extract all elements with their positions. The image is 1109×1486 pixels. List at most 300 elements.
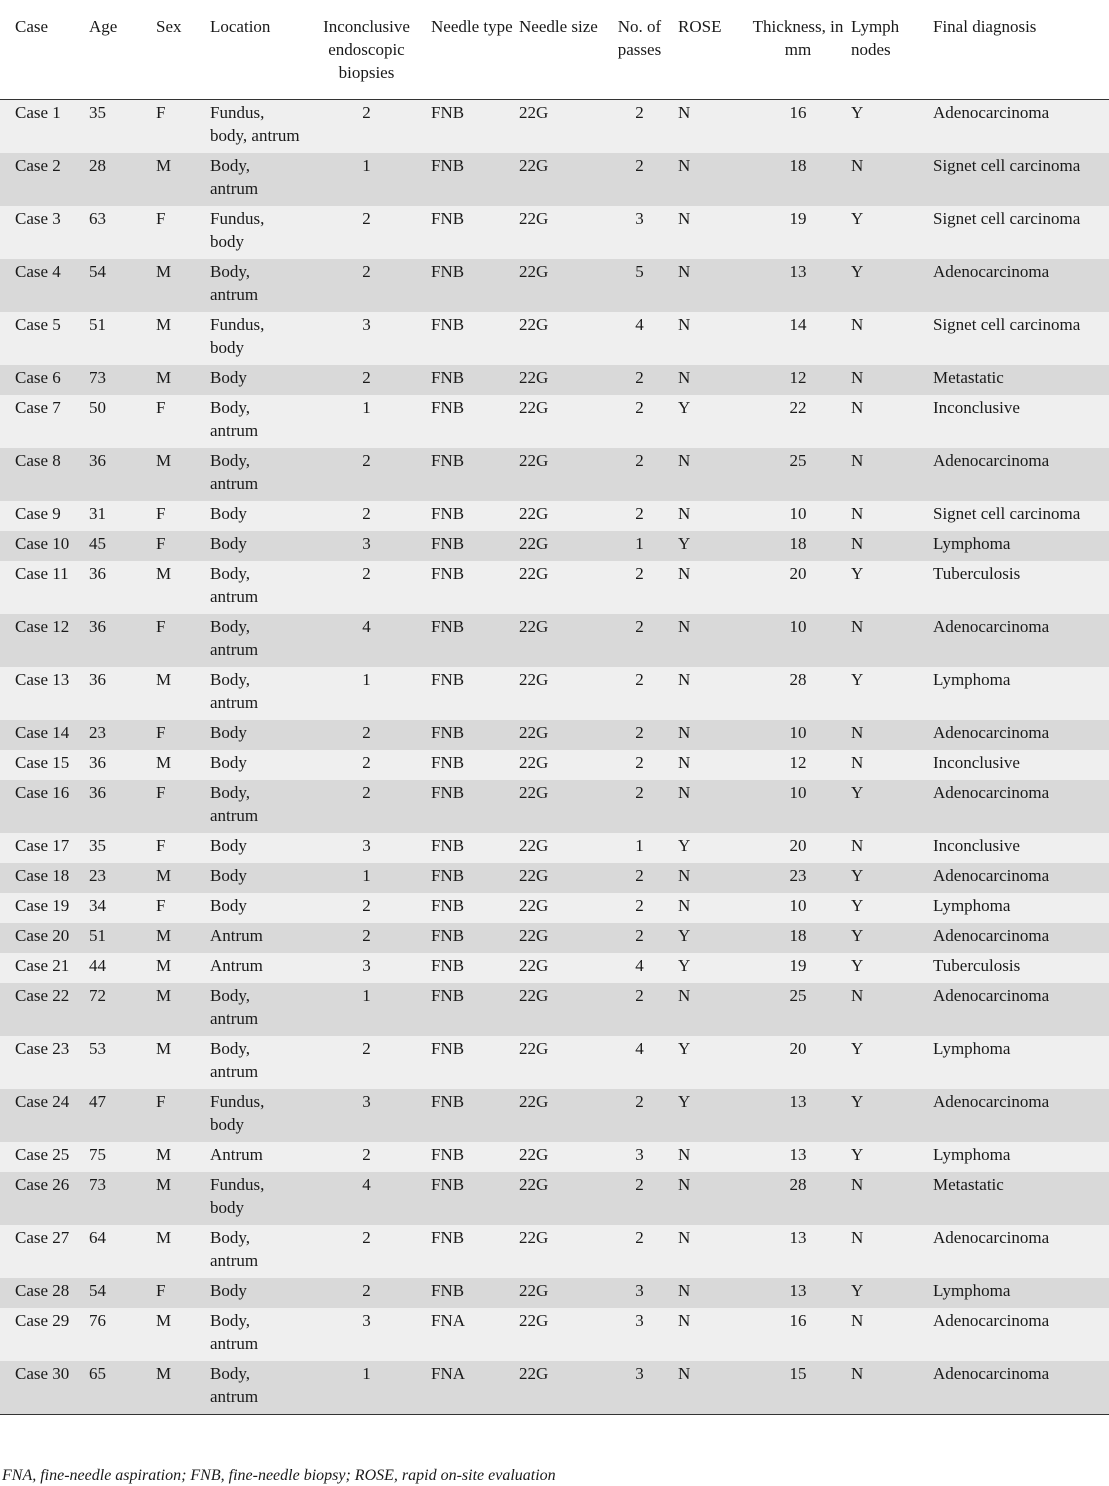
cell-rose: N: [678, 312, 745, 365]
cell-passes: 2: [601, 1225, 678, 1278]
table-row: [0, 893, 1109, 923]
cell-needle-type: FNB: [431, 448, 519, 501]
cell-rose: N: [678, 1172, 745, 1225]
cell-thickness: 13: [745, 259, 851, 312]
cell-final-diagnosis: Lymphoma: [933, 893, 1109, 923]
cell-age: 23: [89, 863, 156, 893]
cell-inconclusive-biopsies: 1: [302, 395, 431, 448]
cell-case: Case 17: [0, 833, 89, 863]
cell-needle-type: FNA: [431, 1361, 519, 1415]
cell-location: Body, antrum: [210, 614, 302, 667]
cell-location: Body: [210, 531, 302, 561]
cell-final-diagnosis: Adenocarcinoma: [933, 1225, 1109, 1278]
header-passes: No. of passes: [601, 0, 678, 100]
cell-thickness: 10: [745, 893, 851, 923]
cell-location: Fundus, body: [210, 1172, 302, 1225]
cell-needle-size: 22G: [519, 1225, 601, 1278]
cell-lymph-nodes: N: [851, 448, 933, 501]
cell-sex: F: [156, 531, 210, 561]
cell-lymph-nodes: N: [851, 983, 933, 1036]
cell-needle-size: 22G: [519, 1142, 601, 1172]
cell-final-diagnosis: Inconclusive: [933, 833, 1109, 863]
table-row: [0, 531, 1109, 561]
cell-needle-type: FNB: [431, 1278, 519, 1308]
cell-needle-size: 22G: [519, 395, 601, 448]
cell-age: 54: [89, 259, 156, 312]
cell-lymph-nodes: Y: [851, 780, 933, 833]
cell-thickness: 13: [745, 1225, 851, 1278]
cell-passes: 2: [601, 780, 678, 833]
cell-lymph-nodes: N: [851, 1225, 933, 1278]
cell-case: Case 16: [0, 780, 89, 833]
cell-thickness: 18: [745, 153, 851, 206]
cell-needle-size: 22G: [519, 983, 601, 1036]
cell-case: Case 23: [0, 1036, 89, 1089]
cell-case: Case 8: [0, 448, 89, 501]
cell-location: Body, antrum: [210, 667, 302, 720]
cell-inconclusive-biopsies: 2: [302, 448, 431, 501]
cell-needle-type: FNB: [431, 1225, 519, 1278]
cell-age: 51: [89, 923, 156, 953]
cell-inconclusive-biopsies: 2: [302, 1225, 431, 1278]
cell-passes: 2: [601, 923, 678, 953]
header-location: Location: [210, 0, 302, 100]
cell-final-diagnosis: Signet cell carcinoma: [933, 501, 1109, 531]
table-row: [0, 833, 1109, 863]
cell-age: 75: [89, 1142, 156, 1172]
cell-inconclusive-biopsies: 1: [302, 983, 431, 1036]
table-row: [0, 365, 1109, 395]
cell-lymph-nodes: Y: [851, 923, 933, 953]
cell-passes: 2: [601, 561, 678, 614]
cell-needle-size: 22G: [519, 561, 601, 614]
cell-final-diagnosis: Adenocarcinoma: [933, 923, 1109, 953]
table-row: [0, 667, 1109, 720]
cell-lymph-nodes: N: [851, 720, 933, 750]
cell-case: Case 29: [0, 1308, 89, 1361]
cell-location: Body, antrum: [210, 395, 302, 448]
cell-sex: M: [156, 1142, 210, 1172]
cell-needle-size: 22G: [519, 1036, 601, 1089]
cell-age: 65: [89, 1361, 156, 1415]
cell-inconclusive-biopsies: 2: [302, 365, 431, 395]
header-rose: ROSE: [678, 0, 745, 100]
cell-sex: F: [156, 720, 210, 750]
cell-lymph-nodes: Y: [851, 953, 933, 983]
cell-location: Fundus, body: [210, 206, 302, 259]
cell-lymph-nodes: Y: [851, 1089, 933, 1142]
table-row: [0, 863, 1109, 893]
cell-location: Body, antrum: [210, 448, 302, 501]
cell-final-diagnosis: Tuberculosis: [933, 953, 1109, 983]
cell-thickness: 12: [745, 365, 851, 395]
cell-thickness: 10: [745, 780, 851, 833]
cell-inconclusive-biopsies: 2: [302, 100, 431, 154]
cell-rose: N: [678, 750, 745, 780]
cell-lymph-nodes: N: [851, 531, 933, 561]
cell-lymph-nodes: N: [851, 312, 933, 365]
cell-inconclusive-biopsies: 2: [302, 780, 431, 833]
cell-sex: F: [156, 206, 210, 259]
cell-age: 36: [89, 780, 156, 833]
cell-lymph-nodes: N: [851, 1172, 933, 1225]
cell-sex: F: [156, 780, 210, 833]
cell-age: 23: [89, 720, 156, 750]
cell-final-diagnosis: Inconclusive: [933, 750, 1109, 780]
table-row: [0, 561, 1109, 614]
header-thickness: Thickness, in mm: [745, 0, 851, 100]
cell-location: Fundus, body: [210, 312, 302, 365]
cell-rose: Y: [678, 1089, 745, 1142]
cell-location: Body: [210, 720, 302, 750]
table-body: [0, 100, 1109, 1415]
cell-final-diagnosis: Metastatic: [933, 365, 1109, 395]
table-row: [0, 1225, 1109, 1278]
cell-lymph-nodes: Y: [851, 206, 933, 259]
cell-case: Case 24: [0, 1089, 89, 1142]
cell-needle-size: 22G: [519, 863, 601, 893]
table-row: [0, 1172, 1109, 1225]
cell-rose: N: [678, 893, 745, 923]
table-row: [0, 750, 1109, 780]
cell-thickness: 19: [745, 206, 851, 259]
cell-needle-size: 22G: [519, 259, 601, 312]
cell-needle-type: FNB: [431, 614, 519, 667]
cell-lymph-nodes: N: [851, 153, 933, 206]
cell-needle-type: FNB: [431, 1036, 519, 1089]
cell-sex: M: [156, 750, 210, 780]
cell-rose: N: [678, 1225, 745, 1278]
cell-location: Antrum: [210, 1142, 302, 1172]
cell-rose: N: [678, 720, 745, 750]
cell-final-diagnosis: Lymphoma: [933, 667, 1109, 720]
cell-needle-size: 22G: [519, 1308, 601, 1361]
table-row: [0, 1308, 1109, 1361]
cell-case: Case 7: [0, 395, 89, 448]
cell-final-diagnosis: Adenocarcinoma: [933, 259, 1109, 312]
cell-rose: N: [678, 100, 745, 154]
cell-needle-size: 22G: [519, 614, 601, 667]
cell-needle-type: FNB: [431, 893, 519, 923]
cell-sex: F: [156, 395, 210, 448]
cell-rose: N: [678, 1308, 745, 1361]
table-row: [0, 1361, 1109, 1415]
cell-needle-type: FNB: [431, 1089, 519, 1142]
cell-case: Case 27: [0, 1225, 89, 1278]
cell-sex: M: [156, 667, 210, 720]
cell-passes: 2: [601, 100, 678, 154]
cell-age: 31: [89, 501, 156, 531]
cell-passes: 2: [601, 365, 678, 395]
cell-needle-type: FNB: [431, 312, 519, 365]
cell-thickness: 13: [745, 1142, 851, 1172]
cell-final-diagnosis: Adenocarcinoma: [933, 863, 1109, 893]
cell-location: Body, antrum: [210, 259, 302, 312]
cell-age: 76: [89, 1308, 156, 1361]
cell-needle-size: 22G: [519, 100, 601, 154]
cell-passes: 2: [601, 667, 678, 720]
cell-location: Body: [210, 833, 302, 863]
header-needle-type: Needle type: [431, 0, 519, 100]
cell-rose: Y: [678, 395, 745, 448]
cell-age: 50: [89, 395, 156, 448]
cell-case: Case 25: [0, 1142, 89, 1172]
cell-thickness: 25: [745, 983, 851, 1036]
cell-needle-type: FNB: [431, 561, 519, 614]
cell-passes: 2: [601, 983, 678, 1036]
cell-age: 53: [89, 1036, 156, 1089]
cell-thickness: 20: [745, 833, 851, 863]
cell-age: 35: [89, 100, 156, 154]
cell-age: 54: [89, 1278, 156, 1308]
cell-rose: Y: [678, 833, 745, 863]
cell-needle-type: FNB: [431, 531, 519, 561]
cell-location: Antrum: [210, 923, 302, 953]
cell-location: Fundus, body, antrum: [210, 100, 302, 154]
cell-location: Antrum: [210, 953, 302, 983]
cell-age: 36: [89, 750, 156, 780]
cell-case: Case 26: [0, 1172, 89, 1225]
cell-inconclusive-biopsies: 2: [302, 750, 431, 780]
table-row: [0, 780, 1109, 833]
cell-needle-size: 22G: [519, 365, 601, 395]
cell-passes: 2: [601, 448, 678, 501]
cell-rose: N: [678, 667, 745, 720]
cell-inconclusive-biopsies: 2: [302, 720, 431, 750]
cell-thickness: 10: [745, 720, 851, 750]
cell-case: Case 30: [0, 1361, 89, 1415]
cell-lymph-nodes: Y: [851, 100, 933, 154]
cell-thickness: 25: [745, 448, 851, 501]
cell-passes: 2: [601, 153, 678, 206]
cell-age: 34: [89, 893, 156, 923]
cell-needle-type: FNB: [431, 667, 519, 720]
cell-lymph-nodes: N: [851, 750, 933, 780]
cell-sex: F: [156, 893, 210, 923]
cell-thickness: 20: [745, 1036, 851, 1089]
cell-final-diagnosis: Lymphoma: [933, 1278, 1109, 1308]
cell-location: Body, antrum: [210, 561, 302, 614]
cell-inconclusive-biopsies: 2: [302, 1278, 431, 1308]
cell-passes: 3: [601, 1308, 678, 1361]
cell-passes: 3: [601, 1361, 678, 1415]
cell-location: Body, antrum: [210, 983, 302, 1036]
cell-age: 36: [89, 614, 156, 667]
cell-case: Case 9: [0, 501, 89, 531]
cell-passes: 2: [601, 720, 678, 750]
cell-final-diagnosis: Adenocarcinoma: [933, 983, 1109, 1036]
cell-rose: N: [678, 448, 745, 501]
cell-rose: Y: [678, 531, 745, 561]
cell-thickness: 10: [745, 501, 851, 531]
cell-passes: 2: [601, 1089, 678, 1142]
cell-case: Case 10: [0, 531, 89, 561]
cell-sex: M: [156, 1036, 210, 1089]
cell-rose: N: [678, 614, 745, 667]
cell-final-diagnosis: Signet cell carcinoma: [933, 312, 1109, 365]
cell-needle-size: 22G: [519, 501, 601, 531]
cell-thickness: 28: [745, 667, 851, 720]
cell-location: Body: [210, 863, 302, 893]
cell-age: 36: [89, 667, 156, 720]
cell-case: Case 4: [0, 259, 89, 312]
cell-needle-type: FNB: [431, 206, 519, 259]
cell-inconclusive-biopsies: 3: [302, 1089, 431, 1142]
cell-lymph-nodes: Y: [851, 1142, 933, 1172]
cell-case: Case 20: [0, 923, 89, 953]
cell-rose: N: [678, 561, 745, 614]
cell-needle-type: FNB: [431, 1142, 519, 1172]
cell-case: Case 18: [0, 863, 89, 893]
cell-needle-type: FNB: [431, 259, 519, 312]
cell-sex: F: [156, 100, 210, 154]
cell-inconclusive-biopsies: 2: [302, 206, 431, 259]
cell-location: Body: [210, 893, 302, 923]
cell-lymph-nodes: Y: [851, 1278, 933, 1308]
cell-lymph-nodes: N: [851, 501, 933, 531]
cell-passes: 4: [601, 1036, 678, 1089]
table-row: [0, 501, 1109, 531]
cell-inconclusive-biopsies: 2: [302, 893, 431, 923]
cell-final-diagnosis: Adenocarcinoma: [933, 448, 1109, 501]
cell-passes: 5: [601, 259, 678, 312]
cell-passes: 3: [601, 206, 678, 259]
cell-lymph-nodes: Y: [851, 863, 933, 893]
table-row: [0, 1036, 1109, 1089]
cell-sex: M: [156, 923, 210, 953]
table-header-row: [0, 0, 1109, 100]
cell-needle-type: FNB: [431, 153, 519, 206]
cell-location: Body, antrum: [210, 1036, 302, 1089]
cell-rose: N: [678, 501, 745, 531]
cell-passes: 2: [601, 395, 678, 448]
cell-passes: 1: [601, 833, 678, 863]
cell-inconclusive-biopsies: 4: [302, 614, 431, 667]
cell-needle-size: 22G: [519, 1089, 601, 1142]
cell-inconclusive-biopsies: 1: [302, 1361, 431, 1415]
cell-age: 64: [89, 1225, 156, 1278]
cell-lymph-nodes: N: [851, 365, 933, 395]
table-row: [0, 100, 1109, 154]
cell-lymph-nodes: N: [851, 1308, 933, 1361]
cell-sex: M: [156, 953, 210, 983]
cell-thickness: 18: [745, 531, 851, 561]
cell-inconclusive-biopsies: 1: [302, 667, 431, 720]
cell-age: 72: [89, 983, 156, 1036]
cell-lymph-nodes: N: [851, 395, 933, 448]
cell-lymph-nodes: N: [851, 1361, 933, 1415]
cell-needle-size: 22G: [519, 780, 601, 833]
table-footnote: FNA, fine-needle aspiration; FNB, fine-needle biopsy; ROSE, rapid on-site evaluation: [2, 1467, 556, 1484]
cell-thickness: 14: [745, 312, 851, 365]
header-needle-size: Needle size: [519, 0, 601, 100]
cell-lymph-nodes: Y: [851, 1036, 933, 1089]
cell-needle-type: FNB: [431, 750, 519, 780]
table-row: [0, 153, 1109, 206]
cell-thickness: 20: [745, 561, 851, 614]
cell-inconclusive-biopsies: 3: [302, 833, 431, 863]
cell-lymph-nodes: N: [851, 614, 933, 667]
cell-rose: N: [678, 206, 745, 259]
table-row: [0, 983, 1109, 1036]
cell-lymph-nodes: Y: [851, 561, 933, 614]
cell-location: Body, antrum: [210, 153, 302, 206]
cell-needle-size: 22G: [519, 206, 601, 259]
header-age: Age: [89, 0, 156, 100]
cell-needle-type: FNB: [431, 953, 519, 983]
cell-sex: F: [156, 833, 210, 863]
cell-location: Body, antrum: [210, 1361, 302, 1415]
cell-inconclusive-biopsies: 1: [302, 863, 431, 893]
cell-inconclusive-biopsies: 2: [302, 501, 431, 531]
cell-final-diagnosis: Tuberculosis: [933, 561, 1109, 614]
cell-sex: F: [156, 1278, 210, 1308]
table-row: [0, 312, 1109, 365]
cell-final-diagnosis: Adenocarcinoma: [933, 1361, 1109, 1415]
cell-inconclusive-biopsies: 4: [302, 1172, 431, 1225]
header-sex: Sex: [156, 0, 210, 100]
cell-final-diagnosis: Adenocarcinoma: [933, 614, 1109, 667]
cell-location: Body: [210, 365, 302, 395]
cell-needle-type: FNB: [431, 983, 519, 1036]
cell-sex: M: [156, 983, 210, 1036]
header-case: Case: [0, 0, 89, 100]
cell-inconclusive-biopsies: 3: [302, 312, 431, 365]
table-row: [0, 720, 1109, 750]
cell-age: 44: [89, 953, 156, 983]
cell-case: Case 13: [0, 667, 89, 720]
cell-sex: M: [156, 561, 210, 614]
cell-needle-size: 22G: [519, 893, 601, 923]
cell-needle-type: FNB: [431, 501, 519, 531]
cell-passes: 4: [601, 312, 678, 365]
cell-needle-size: 22G: [519, 833, 601, 863]
cell-needle-size: 22G: [519, 1278, 601, 1308]
cell-rose: N: [678, 983, 745, 1036]
cell-sex: F: [156, 501, 210, 531]
cell-final-diagnosis: Adenocarcinoma: [933, 100, 1109, 154]
table-row: [0, 448, 1109, 501]
cell-location: Body, antrum: [210, 1308, 302, 1361]
cell-thickness: 28: [745, 1172, 851, 1225]
table-row: [0, 1089, 1109, 1142]
header-inconclusive-biopsies: Inconclusive endoscopic biopsies: [302, 0, 431, 100]
cell-rose: Y: [678, 923, 745, 953]
cell-location: Body: [210, 1278, 302, 1308]
cell-case: Case 1: [0, 100, 89, 154]
table-row: [0, 923, 1109, 953]
cell-thickness: 15: [745, 1361, 851, 1415]
cell-age: 73: [89, 365, 156, 395]
cell-sex: M: [156, 312, 210, 365]
cell-needle-size: 22G: [519, 312, 601, 365]
cell-inconclusive-biopsies: 2: [302, 1142, 431, 1172]
cell-inconclusive-biopsies: 2: [302, 561, 431, 614]
cell-passes: 3: [601, 1278, 678, 1308]
cell-passes: 2: [601, 893, 678, 923]
cell-age: 51: [89, 312, 156, 365]
table-row: [0, 953, 1109, 983]
cell-age: 36: [89, 448, 156, 501]
cell-sex: M: [156, 1225, 210, 1278]
cell-sex: M: [156, 448, 210, 501]
cell-needle-type: FNB: [431, 100, 519, 154]
cell-age: 45: [89, 531, 156, 561]
cell-final-diagnosis: Adenocarcinoma: [933, 780, 1109, 833]
cell-thickness: 16: [745, 100, 851, 154]
cell-case: Case 19: [0, 893, 89, 923]
cell-needle-size: 22G: [519, 667, 601, 720]
